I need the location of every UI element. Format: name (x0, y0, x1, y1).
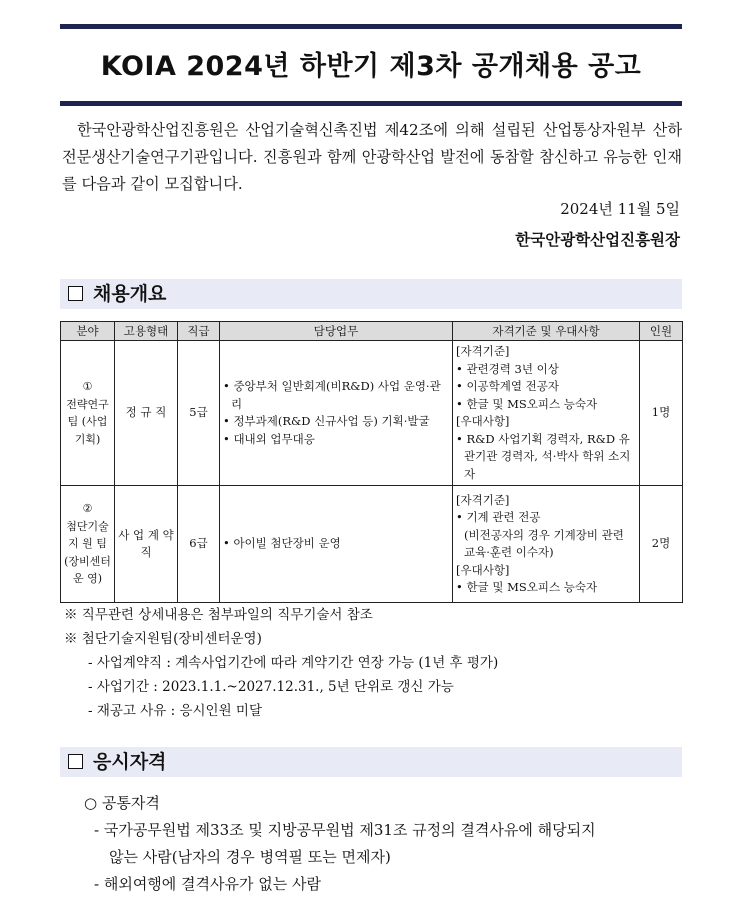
signatory: 한국안광학산업진흥원장 (515, 230, 680, 249)
row-number: ② (82, 502, 93, 516)
note-line: ※ 첨단기술지원팀(장비센터운영) (64, 631, 262, 647)
square-bullet-icon (68, 754, 83, 769)
count-cell: 2명 (640, 486, 683, 603)
header-cell: 분야 (61, 322, 115, 341)
qual-item: • 기계 관련 전공 (456, 510, 541, 524)
notes-block (64, 603, 498, 723)
pref-item: • 한글 및 MS오피스 능숙자 (456, 580, 598, 594)
field-cell (61, 486, 115, 603)
overview-table (60, 321, 683, 603)
table-row (61, 486, 683, 603)
row-number: ① (82, 380, 93, 393)
task-item: • 대내외 업무대응 (223, 431, 315, 446)
header-cell: 인원 (640, 322, 683, 341)
note-line: ※ 직무관련 상세내용은 첨부파일의 직무기술서 참조 (64, 607, 373, 623)
qual-item: • 이공학계열 전공자 (456, 379, 559, 393)
qual-item: • 한글 및 MS오피스 능숙자 (456, 396, 598, 411)
header-cell: 직급 (178, 322, 220, 341)
top-rule (60, 24, 682, 29)
section-title-overview: 채용개요 (93, 283, 167, 305)
qualification-cell (453, 341, 640, 486)
table-row (61, 341, 683, 486)
pref-item: • R&D 사업기획 경력자, R&D 유관기관 경력자, 석·박사 학위 소지자 (456, 431, 631, 481)
header-cell: 자격기준 및 우대사항 (453, 322, 640, 341)
tasks-cell (220, 341, 453, 486)
qual-label: [자격기준] (456, 492, 510, 507)
qual-label: [자격기준] (456, 344, 510, 358)
subnote-line: - 사업계약직 : 계속사업기간에 따라 계약기간 연장 가능 (1년 후 평가) (88, 655, 499, 671)
employment-cell: 정 규 직 (115, 341, 178, 486)
field-name: 전략연구팀 (사업기획) (66, 397, 109, 446)
field-cell (61, 341, 115, 486)
field-name: 첨단기술 지 원 팀 (장비센터 운 영) (64, 519, 111, 586)
qual-line: - 국가공무원법 제33조 및 지방공무원법 제31조 규정의 결격사유에 해당되지 (94, 821, 596, 839)
task-item: • 중앙부처 일반회계(비R&D) 사업 운영·관리 (223, 379, 441, 411)
task-item: • 정부과제(R&D 신규사업 등) 기획·발굴 (223, 414, 430, 428)
qual-line: - 해외여행에 결격사유가 없는 사람 (94, 875, 322, 893)
section-header-overview (60, 279, 682, 309)
table-header-row (61, 322, 683, 341)
section-title-qualification: 응시자격 (93, 751, 167, 773)
qual-item: (비전공자의 경우 기계장비 관련 교육·훈련 이수자) (464, 527, 624, 559)
header-cell: 고용형태 (115, 322, 178, 341)
count-cell: 1명 (640, 341, 683, 486)
title-bottom-rule (60, 101, 682, 106)
square-bullet-icon (68, 286, 83, 301)
qual-line: 않는 사람(남자의 경우 병역필 또는 면제자) (109, 848, 391, 866)
employment-cell: 사 업 계 약 직 (115, 486, 178, 603)
qualification-list (84, 790, 684, 898)
common-qual-heading: ○ 공통자격 (84, 794, 160, 812)
pref-label: [우대사항] (456, 414, 510, 428)
section-header-qualification (60, 747, 682, 777)
intro-text: 한국안광학산업진흥원은 산업기술혁신촉진법 제42조에 의해 설립된 산업통상자원부 산하 전문생산기술연구기관입니다. 진흥원과 함께 안광학산업 발전에 동참할 참신하고 유능한 인재를 다음과 같이 모집합니다. (62, 121, 682, 193)
qual-item: • 관련경력 3년 이상 (456, 361, 559, 376)
intro-paragraph (62, 117, 682, 198)
tasks-cell (220, 486, 453, 603)
task-item: • 아이빌 첨단장비 운영 (223, 536, 341, 551)
subnote-line: - 사업기간 : 2023.1.1.~2027.12.31., 5년 단위로 갱신 가능 (88, 679, 454, 695)
announcement-date: 2024년 11월 5일 (560, 200, 680, 218)
subnote-line: - 재공고 사유 : 응시인원 미달 (88, 703, 263, 719)
header-cell: 담당업무 (220, 322, 453, 341)
pref-label: [우대사항] (456, 562, 510, 577)
qualification-cell (453, 486, 640, 603)
page-title: KOIA 2024년 하반기 제3차 공개채용 공고 (100, 51, 642, 82)
grade-cell: 5급 (178, 341, 220, 486)
grade-cell: 6급 (178, 486, 220, 603)
